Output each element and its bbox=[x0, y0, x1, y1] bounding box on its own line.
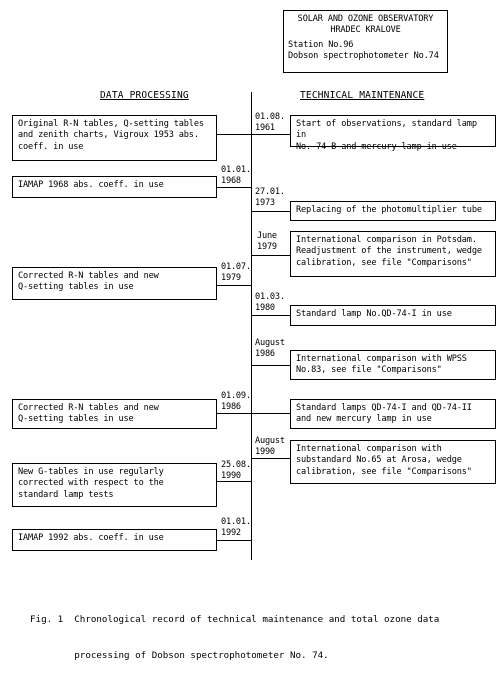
observatory-title-line1: SOLAR AND OZONE OBSERVATORY bbox=[297, 14, 434, 24]
processing-event-box: IAMAP 1968 abs. coeff. in use bbox=[12, 176, 217, 198]
event-date: 01.01. 1968 bbox=[221, 165, 251, 186]
connector-line bbox=[251, 365, 290, 366]
connector-line bbox=[217, 540, 252, 541]
event-date: 25.08. 1990 bbox=[221, 460, 251, 481]
event-date: 01.08. 1961 bbox=[255, 112, 285, 133]
connector-line bbox=[217, 187, 252, 188]
figure-caption bbox=[30, 590, 439, 686]
data-processing-header: DATA PROCESSING bbox=[100, 90, 189, 101]
station-label: Station No.96 bbox=[288, 39, 354, 50]
connector-line bbox=[217, 481, 252, 482]
event-date: June 1979 bbox=[257, 231, 277, 252]
maintenance-event-box: Replacing of the photomultiplier tube bbox=[290, 201, 496, 221]
connector-line bbox=[217, 134, 290, 135]
maintenance-event-box: International comparison with WPSS No.83, see file "Comparisons" bbox=[290, 350, 496, 380]
processing-event-box: IAMAP 1992 abs. coeff. in use bbox=[12, 529, 217, 551]
event-date: August 1990 bbox=[255, 436, 285, 457]
event-date: 01.09. 1986 bbox=[221, 391, 251, 412]
maintenance-event-box: Standard lamps QD-74-I and QD-74-II and new mercury lamp in use bbox=[290, 399, 496, 429]
connector-line bbox=[251, 315, 290, 316]
instrument-label: Dobson spectrophotometer No.74 bbox=[288, 51, 439, 62]
processing-event-box: Corrected R-N tables and new Q-setting tables in use bbox=[12, 267, 217, 300]
event-date: 01.03. 1980 bbox=[255, 292, 285, 313]
maintenance-event-box: International comparison with substandard No.65 at Arosa, wedge calibration, see file "Comparisons" bbox=[290, 440, 496, 484]
event-date: 01.01. 1992 bbox=[221, 517, 251, 538]
timeline-axis bbox=[251, 92, 252, 560]
maintenance-event-box: International comparison in Potsdam. Readjustment of the instrument, wedge calibration, see file "Comparisons" bbox=[290, 231, 496, 277]
maintenance-event-box: Start of observations, standard lamp in No. 74-B and mercury lamp in use bbox=[290, 115, 496, 147]
caption-line1: Fig. 1 Chronological record of technical maintenance and total ozone data bbox=[30, 614, 440, 625]
observatory-info-box bbox=[283, 10, 448, 73]
processing-event-box: Corrected R-N tables and new Q-setting tables in use bbox=[12, 399, 217, 429]
connector-line bbox=[217, 285, 252, 286]
technical-maintenance-header: TECHNICAL MAINTENANCE bbox=[300, 90, 425, 101]
caption-line2: processing of Dobson spectrophotometer No. 74. bbox=[30, 650, 329, 661]
processing-event-box: New G-tables in use regularly corrected with respect to the standard lamp tests bbox=[12, 463, 217, 507]
connector-line bbox=[251, 255, 290, 256]
connector-line bbox=[251, 458, 290, 459]
event-date: 01.07. 1979 bbox=[221, 262, 251, 283]
processing-event-box: Original R-N tables, Q-setting tables and zenith charts, Vigroux 1953 abs. coeff. in use bbox=[12, 115, 217, 161]
connector-line bbox=[217, 413, 290, 414]
connector-line bbox=[251, 211, 290, 212]
observatory-title-line2: HRADEC KRALOVE bbox=[330, 25, 401, 36]
event-date: 27.01. 1973 bbox=[255, 187, 285, 208]
event-date: August 1986 bbox=[255, 338, 285, 359]
maintenance-event-box: Standard lamp No.QD-74-I in use bbox=[290, 305, 496, 326]
